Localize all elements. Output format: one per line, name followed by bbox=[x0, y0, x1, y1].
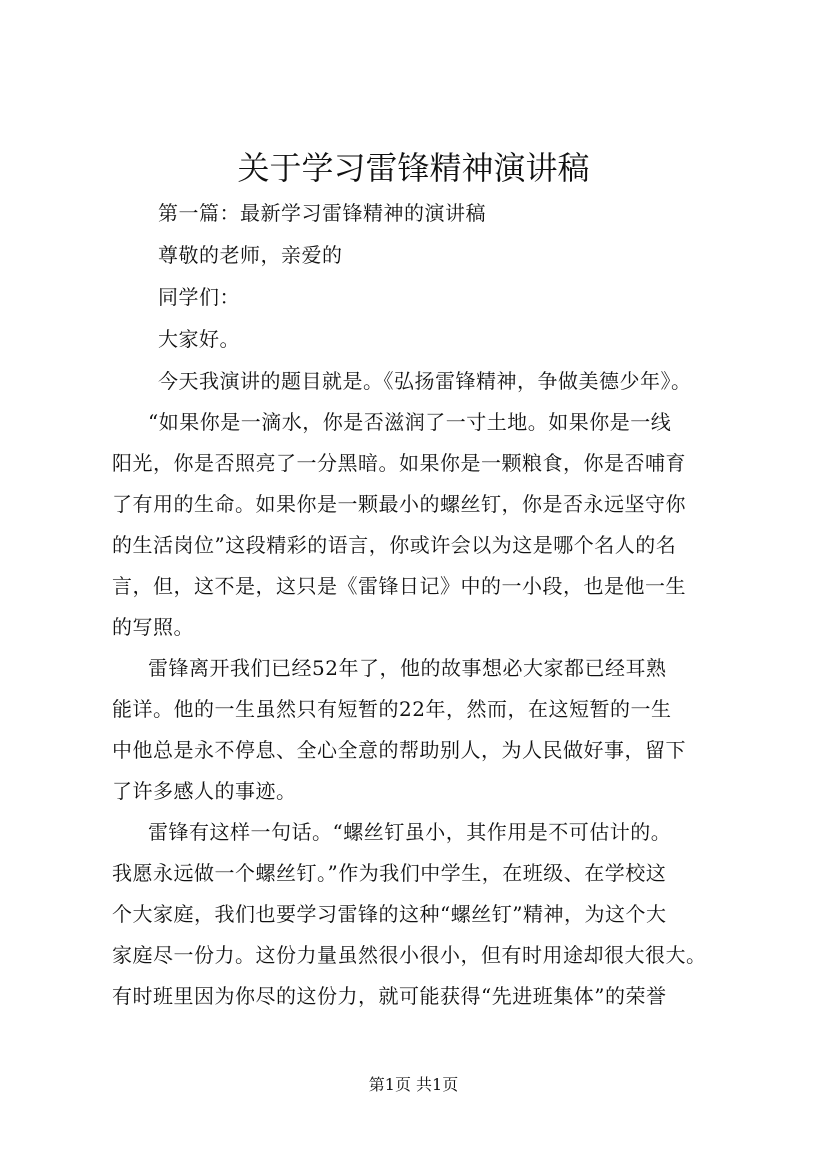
text-line: 个大家庭，我们也要学习雷锋的这种“螺丝钉”精神，为这个大 bbox=[112, 902, 667, 926]
text-line: 阳光，你是否照亮了一分黑暗。如果你是一颗粮食，你是否哺育 bbox=[112, 451, 686, 475]
text-line: 中他总是永不停息、全心全意的帮助别人，为人民做好事，留下 bbox=[112, 738, 686, 762]
text-line: 雷锋离开我们已经52年了，他的故事想必大家都已经耳熟 bbox=[148, 656, 667, 680]
text-line: 第一篇：最新学习雷锋精神的演讲稿 bbox=[158, 201, 486, 225]
text-line: 大家好。 bbox=[158, 327, 240, 351]
text-line: 同学们： bbox=[158, 285, 240, 309]
text-line: 的写照。 bbox=[112, 615, 194, 639]
text-line: 的生活岗位”这段精彩的语言，你或许会以为这是哪个名人的名 bbox=[112, 533, 677, 557]
text-line: 今天我演讲的题目就是。《弘扬雷锋精神，争做美德少年》。 bbox=[158, 369, 692, 393]
text-line: 我愿永远做一个螺丝钉。”作为我们中学生，在班级、在学校这 bbox=[112, 861, 667, 885]
text-line: 了有用的生命。如果你是一颗最小的螺丝钉，你是否永远坚守你 bbox=[112, 492, 686, 516]
page-footer: 第1页 共1页 bbox=[368, 1075, 459, 1094]
text-line: “如果你是一滴水，你是否滋润了一寸土地。如果你是一线 bbox=[148, 410, 672, 434]
text-line: 雷锋有这样一句话。“螺丝钉虽小，其作用是不可估计的。 bbox=[148, 820, 672, 844]
text-line: 能详。他的一生虽然只有短暂的22年，然而，在这短暂的一生 bbox=[112, 697, 672, 721]
text-line: 尊敬的老师，亲爱的 bbox=[158, 243, 343, 267]
text-line: 家庭尽一份力。这份力量虽然很小很小，但有时用途却很大很大。 bbox=[112, 943, 707, 967]
document-title: 关于学习雷锋精神演讲稿 bbox=[237, 149, 590, 187]
text-line: 了许多感人的事迹。 bbox=[112, 779, 297, 803]
text-line: 言，但，这不是，这只是《雷锋日记》中的一小段，也是他一生 bbox=[112, 574, 686, 598]
text-line: 有时班里因为你尽的这份力，就可能获得“先进班集体”的荣誉 bbox=[112, 984, 667, 1008]
